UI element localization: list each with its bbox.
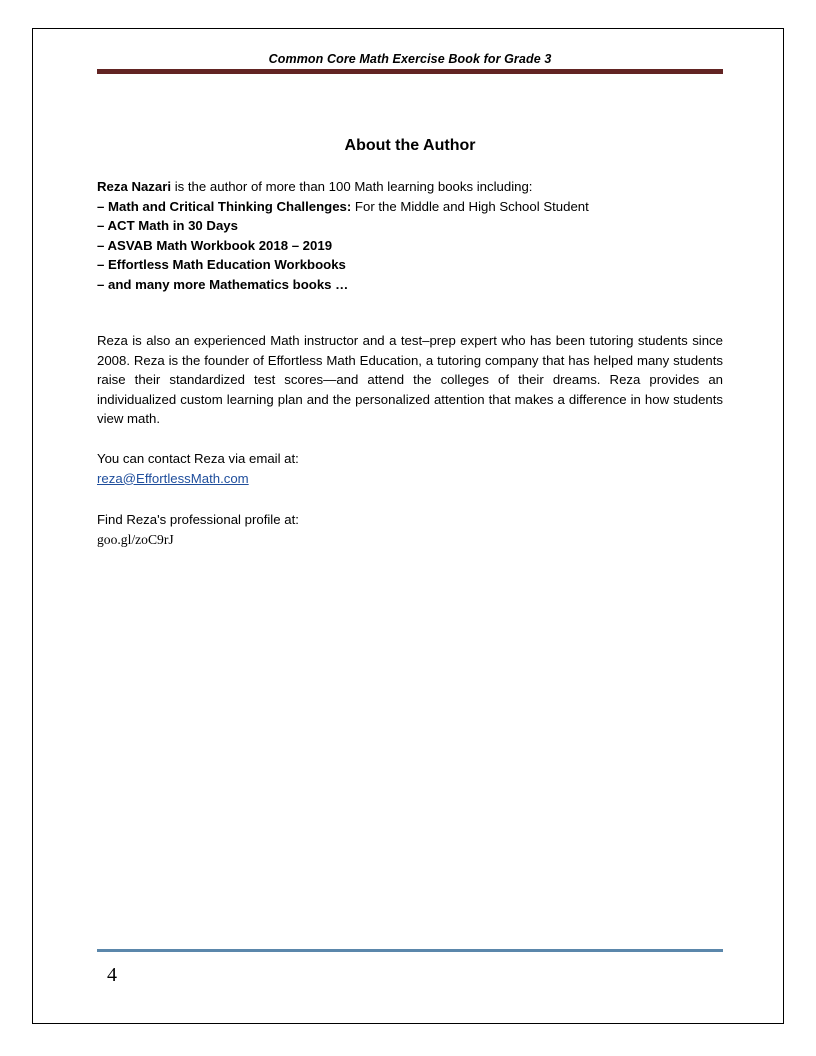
author-intro-rest: is the author of more than 100 Math learning books including: [171, 179, 533, 194]
contact-block [97, 449, 723, 488]
document-page [32, 28, 784, 1024]
contact-label: You can contact Reza via email at: [97, 451, 299, 466]
book-item-dash: – [97, 218, 108, 234]
author-email-link[interactable]: reza@EffortlessMath.com [97, 470, 249, 486]
book-item-title: Effortless Math Education Workbooks [108, 257, 346, 273]
book-item-dash: – [97, 257, 108, 273]
book-list-item [97, 197, 723, 217]
profile-label: Find Reza's professional profile at: [97, 512, 299, 527]
profile-block [97, 510, 723, 549]
header-divider-rule [97, 69, 723, 74]
book-list-item [97, 275, 723, 295]
page-content-area [97, 29, 723, 1023]
book-item-dash: – [97, 198, 108, 214]
author-intro-line [97, 177, 723, 197]
book-list-item [97, 255, 723, 275]
author-biography-paragraph: Reza is also an experienced Math instructor and a test–prep expert who has been tutoring students since 2008. Reza is the founder of Effortless Math Education, a tutoring company that has helped many students raise their standardized test scores—and attend the colleges of their dreams. Reza provides an individualized custom learning plan and the personalized attention that makes a difference in how students view math. [97, 333, 723, 427]
footer-divider-rule [97, 949, 723, 952]
book-list-item [97, 236, 723, 256]
author-name: Reza Nazari [97, 179, 172, 194]
book-item-title: and many more Mathematics books … [108, 276, 349, 292]
page-number: 4 [107, 964, 117, 986]
book-item-dash: – [97, 276, 108, 292]
profile-url[interactable]: goo.gl/zoC9rJ [97, 531, 174, 547]
book-item-title: ASVAB Math Workbook 2018 – 2019 [107, 237, 333, 253]
book-item-title: ACT Math in 30 Days [107, 218, 238, 234]
book-item-subtitle: For the Middle and High School Student [351, 198, 589, 214]
book-list-item [97, 216, 723, 236]
book-item-dash: – [97, 237, 108, 253]
running-header-title: Common Core Math Exercise Book for Grade 3 [268, 52, 552, 66]
author-intro-block [97, 177, 723, 295]
page-title: About the Author [344, 137, 476, 154]
book-item-title: Math and Critical Thinking Challenges: [108, 198, 352, 214]
